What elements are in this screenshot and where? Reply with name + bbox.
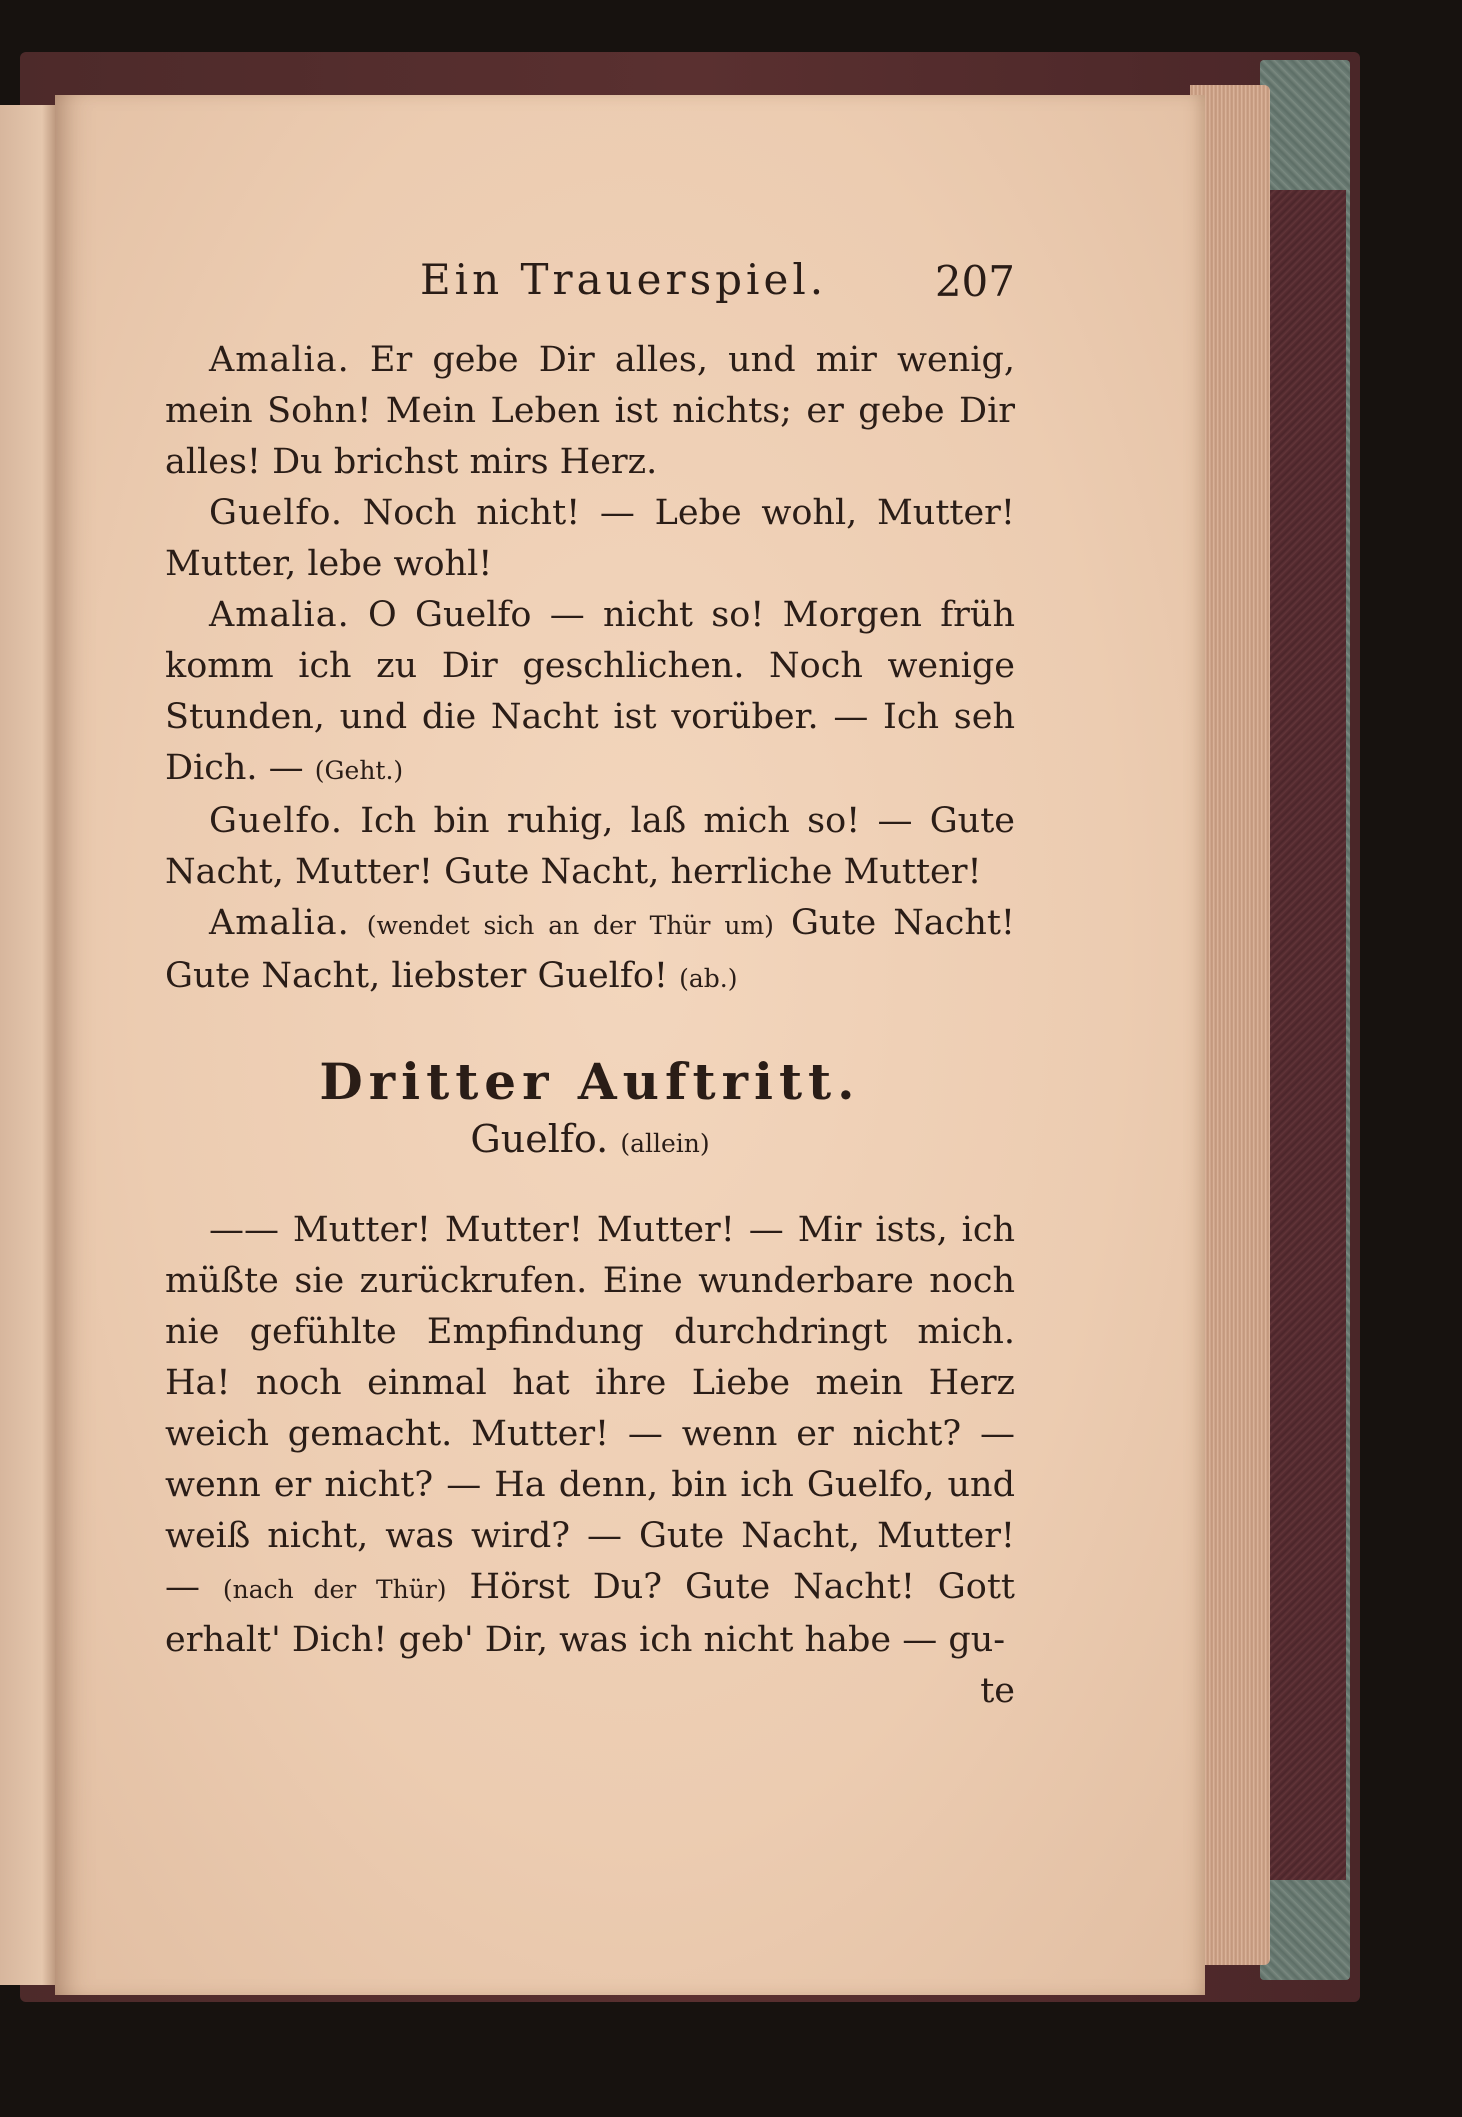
dialogue-text: Noch nicht! — Lebe wohl, Mutter! Mutter, lebe wohl! — [165, 493, 1015, 584]
stage-direction: (allein) — [620, 1129, 710, 1158]
speaker-name: Amalia. — [209, 903, 350, 943]
running-title: Ein Trauerspiel. — [420, 255, 828, 304]
character-name: Guelfo. — [470, 1117, 609, 1161]
page-text — [165, 255, 1015, 1717]
dialogue-text: Er gebe Dir alles, und mir wenig, mein Sohn! Mein Leben ist nichts; er gebe Dir alles! Du brichst mirs Herz. — [165, 340, 1015, 482]
monologue-text: Hörst Du? Gute Nacht! Gott erhalt' Dich! geb' Dir, was ich nicht habe — gu- — [165, 1567, 1015, 1660]
dialogue-paragraph — [165, 796, 1015, 898]
stage-direction: (nach der Thür) — [222, 1575, 447, 1604]
monologue-paragraph — [165, 1205, 1015, 1666]
page-header — [165, 255, 1015, 335]
dialogue-paragraph — [165, 590, 1015, 796]
scene-character — [165, 1117, 1015, 1161]
dialogue-text: Gute Nacht! Gute Nacht, liebster Guelfo! — [165, 903, 1015, 996]
dialogue-paragraph — [165, 488, 1015, 590]
dialogue-text: Ich bin ruhig, laß mich so! — Gute Nacht, Mutter! Gute Nacht, herrliche Mutter! — [165, 801, 1015, 892]
catchword: te — [980, 1671, 1015, 1711]
page-number: 207 — [934, 257, 1015, 306]
stage-direction: (Geht.) — [314, 756, 404, 785]
left-page-edge — [0, 105, 60, 1985]
dialogue-paragraph — [165, 898, 1015, 1004]
speaker-name: Guelfo. — [209, 801, 343, 841]
monologue-text: —— Mutter! Mutter! Mutter! — Mir ists, ich müßte sie zurückrufen. Eine wunderbare noch nie gefühlte Empfindung durchdringt mich. Ha! noch einmal hat ihre Liebe mein Herz weich gemacht. Mutter! — wenn er nicht? — wenn er nicht? — Ha denn, bin ich Guelfo, und weiß nicht, was wird? — Gute Nacht, Mutter! — — [165, 1210, 1015, 1607]
book-page — [55, 95, 1205, 1995]
speaker-name: Amalia. — [209, 595, 350, 635]
dialogue-paragraph — [165, 335, 1015, 488]
scene-heading: Dritter Auftritt. — [319, 1052, 861, 1111]
stage-direction: (wendet sich an der Thür um) — [366, 911, 774, 940]
cover-leather — [1268, 190, 1346, 1880]
speaker-name: Guelfo. — [209, 493, 343, 533]
dialogue-text: O Guelfo — nicht so! Morgen früh komm ich zu Dir geschlichen. Noch wenige Stunden, und die Nacht ist vorüber. — Ich seh Dich. — — [165, 595, 1015, 788]
stage-direction: (ab.) — [679, 964, 738, 993]
speaker-name: Amalia. — [209, 340, 350, 380]
